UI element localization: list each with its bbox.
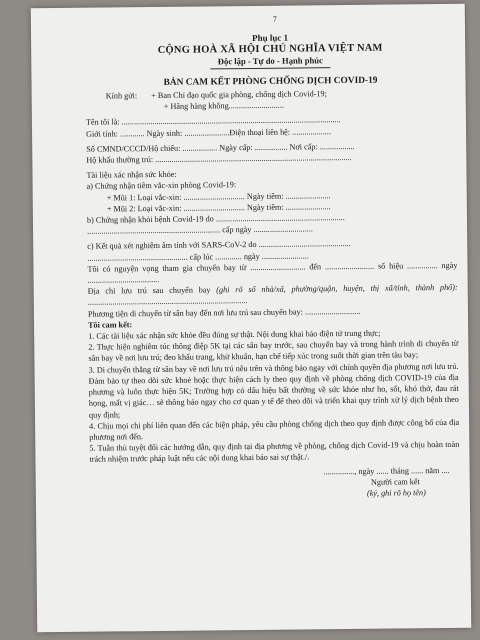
national-motto: Độc lập - Tự do - Hạnh phúc bbox=[217, 54, 323, 66]
signature-date: ..............., ngày ...... tháng ...... năm .... bbox=[323, 465, 450, 476]
document-page bbox=[31, 4, 472, 633]
document-content bbox=[85, 12, 460, 502]
commitment-item-4: 4. Chịu mọi chi phí liên quan đến các biện pháp, yêu cầu phòng chống dịch theo quy định được công bố của địa phương nơi đến. bbox=[89, 417, 460, 442]
negative-test-date: ................................................. cấp lúc ............. ngày ....................... bbox=[87, 251, 309, 263]
transport-field: Phương tiện di chuyển từ sân bay đến nơi lưu trú sau chuyến bay: ........................... bbox=[87, 306, 361, 319]
vaccine-shot-2: + Mũi 2: Loại vắc-xin: .............................. Ngày tiêm: ...................... bbox=[106, 202, 331, 214]
commitment-item-5: 5. Tuân thủ tuyệt đối các hướng dẫn, quy định tại địa phương về phòng, chống dịch Covid-19 và chịu hoàn toàn trách nhiệm trước pháp luật nếu các nội dung khai báo sai sự thật./. bbox=[89, 439, 460, 465]
recipients-label: Kính gửi: bbox=[105, 91, 138, 101]
document-title: BẢN CAM KẾT PHÒNG CHỐNG DỊCH COVID-19 bbox=[163, 75, 378, 88]
commitment-item-3: 3. Di chuyển thẳng từ sân bay về nơi lưu trú nêu trên và thông báo ngay với chính quyền địa phương nơi lưu trú. Đảm bảo tự theo dõi sức khoẻ hoặc thực hiện cách ly theo quy định về phòng chống dịch COVID-19 của địa phương và luôn thực hiện 5K; Trường hợp có dấu hiệu bất thường về sức khỏe như ho, sốt, khó thở, đau rát họng, mất vị giác… sẽ thông báo ngay cho cơ quan y tế để theo dõi và triển khai quy trình xử lý dịch bệnh theo quy định; bbox=[88, 361, 459, 420]
vaccine-shot-1: + Mũi 1: Loại vắc-xin: .............................. Ngày tiêm: ...................... bbox=[106, 190, 331, 203]
page-number: 7 bbox=[272, 14, 277, 24]
negative-test-result: c) Kết quả xét nghiệm âm tính với SARS-CoV-2 do ............................................. bbox=[87, 239, 351, 252]
stay-address-hint: (ghi rõ số nhà/xã, phường/quận, huyện, thị xã/tỉnh, thành phố): bbox=[216, 283, 458, 295]
recovery-certificate: b) Chứng nhận khỏi bệnh Covid-19 do ............................................................... bbox=[86, 213, 345, 225]
field-id-document: Số CMND/CCCD/Hộ chiếu: ................. Ngày cấp: ................ Nơi cấp: ................. bbox=[86, 141, 355, 154]
flight-request: Tôi có nguyện vọng tham gia chuyến bay từ ........................... đến ........................ số hiệu ............... ngày ................................... bbox=[87, 260, 458, 285]
motto-underline bbox=[210, 67, 330, 69]
field-residence: Hộ khẩu thường trú: ................................................................................................ bbox=[86, 152, 352, 165]
recipient-1: + Ban Chỉ đạo quốc gia phòng, chống dịch Covid-19; bbox=[151, 89, 327, 101]
signature-note: (ký, ghi rõ họ tên) bbox=[366, 488, 426, 498]
national-title: CỘNG HOÀ XÃ HỘI CHỦ NGHĨA VIỆT NAM bbox=[157, 43, 383, 57]
recipient-2: + Hãng hàng không........................... bbox=[163, 100, 284, 112]
appendix-label: Phụ lục 1 bbox=[252, 32, 289, 44]
vaccine-certificate: a) Chứng nhận tiêm vắc-xin phòng Covid-19: bbox=[86, 180, 237, 192]
health-heading: Tài liệu xác nhận sức khỏe: bbox=[86, 170, 177, 180]
signer-title: Người cam kết bbox=[370, 476, 420, 487]
commitment-heading: Tôi cam kết: bbox=[88, 320, 133, 330]
stay-address-label: Địa chỉ lưu trú sau chuyến bay bbox=[87, 285, 211, 296]
commitment-item-1: 1. Các tài liệu xác nhận sức khỏe đều đúng sự thật. Nội dung khai báo điện tử trung thực; bbox=[88, 328, 381, 341]
field-gender-dob-phone: Giới tính: ............ Ngày sinh: ......................Điện thoại liên hệ: ................... bbox=[86, 126, 332, 139]
stay-address-dots: .............................................................................. bbox=[87, 296, 248, 308]
field-name: Tên tôi là: ........................................................................................................... bbox=[85, 115, 341, 128]
commitment-item-2: 2. Thực hiện nghiêm túc thông điệp 5K tại các sân bay trước, sau chuyến bay và trong hành trình di chuyển từ sân bay về nơi lưu trú; đeo khẩu trang, khử khuẩn, hạn chế tiếp xúc trong suốt thời gian trên tàu bay; bbox=[88, 339, 459, 364]
recovery-date: ................................................................. cấp ngày ............................. bbox=[87, 224, 313, 236]
